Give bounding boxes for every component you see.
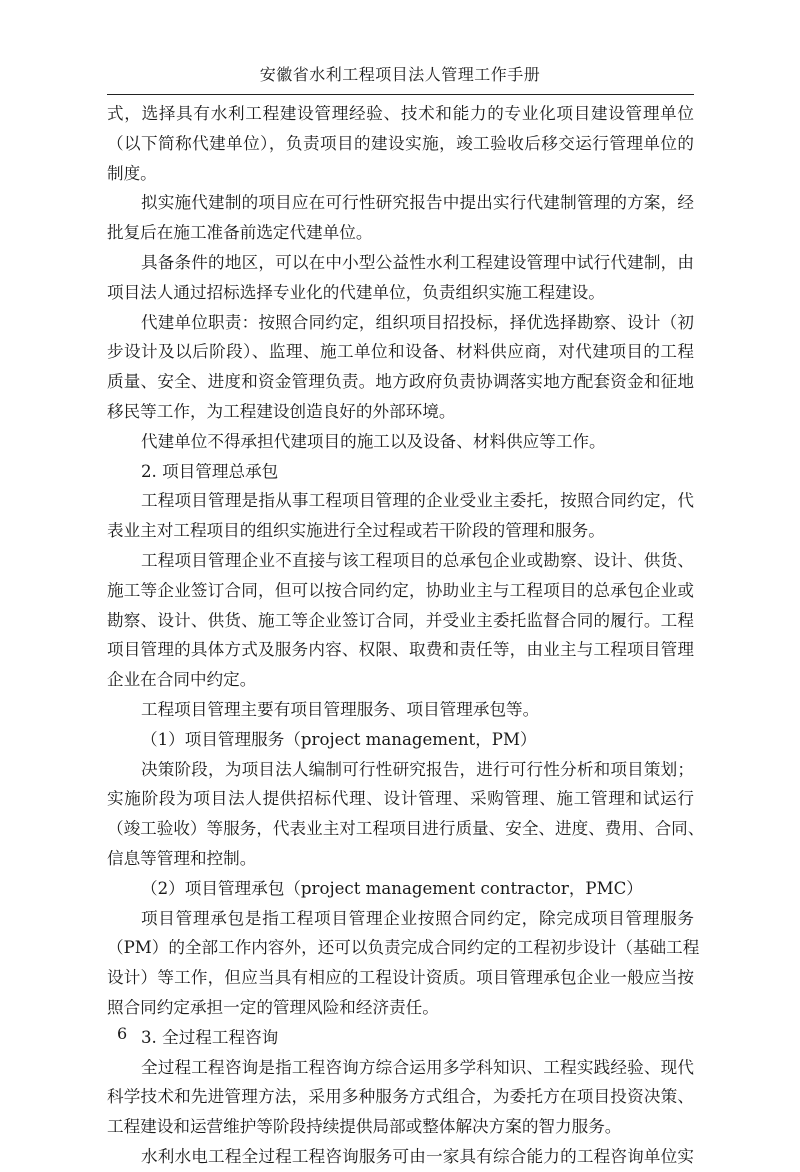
text-line: 代建单位不得承担代建项目的施工以及设备、材料供应等工作。 xyxy=(141,431,606,451)
text-line: 项目管理的具体方式及服务内容、权限、取费和责任等，由业主与工程项目管理 xyxy=(107,640,694,660)
header-divider xyxy=(107,94,694,95)
text-line: 步设计及以后阶段）、监理、施工单位和设备、材料供应商，对代建项目的工程 xyxy=(107,342,694,362)
section-heading: 2. 项目管理总承包 xyxy=(141,461,279,481)
text-line: 设计）等工作，但应当具有相应的工程设计资质。项目管理承包企业一般应当按 xyxy=(107,968,694,988)
text-line: 实施阶段为项目法人提供招标代理、设计管理、采购管理、施工管理和试运行 xyxy=(107,789,694,809)
text-line: 式，选择具有水利工程建设管理经验、技术和能力的专业化项目建设管理单位 xyxy=(107,104,694,123)
text-line: 照合同约定承担一定的管理风险和经济责任。 xyxy=(107,997,439,1017)
text-line: 科学技术和先进管理方法，采用多种服务方式组合，为委托方在项目投资决策、 xyxy=(107,1087,694,1107)
text-line: 代建单位职责：按照合同约定，组织项目招投标，择优选择勘察、设计（初 xyxy=(141,312,694,332)
text-line: 工程项目管理企业不直接与该工程项目的总承包企业或勘察、设计、供货、 xyxy=(141,550,694,570)
text-line: 水利水电工程全过程工程咨询服务可由一家具有综合能力的工程咨询单位实 xyxy=(141,1146,694,1166)
text-line: 移民等工作，为工程建设创造良好的外部环境。 xyxy=(107,401,456,421)
page-number: 6 xyxy=(117,1024,128,1043)
text-line: 工程项目管理是指从事工程项目管理的企业受业主委托，按照合同约定，代 xyxy=(141,491,694,511)
section-heading: 3. 全过程工程咨询 xyxy=(141,1027,279,1047)
text-line: 拟实施代建制的项目应在可行性研究报告中提出实行代建制管理的方案，经 xyxy=(141,193,694,213)
subsection-heading: （1）项目管理服务（project management，PM） xyxy=(141,729,537,749)
text-line: （以下简称代建单位），负责项目的建设实施，竣工验收后移交运行管理单位的 xyxy=(107,133,694,153)
text-line: （PM）的全部工作内容外，还可以负责完成合同约定的工程初步设计（基础工程 xyxy=(107,938,700,958)
text-line: 工程建设和运营维护等阶段持续提供局部或整体解决方案的智力服务。 xyxy=(107,1117,622,1137)
text-line: 表业主对工程项目的组织实施进行全过程或若干阶段的管理和服务。 xyxy=(107,521,605,541)
text-line: 全过程工程咨询是指工程咨询方综合运用多学科知识、工程实践经验、现代 xyxy=(141,1057,694,1077)
text-line: 批复后在施工准备前选定代建单位。 xyxy=(107,223,373,243)
text-line: 信息等管理和控制。 xyxy=(107,848,257,868)
text-line: 施工等企业签订合同，但可以按合同约定，协助业主与工程项目的总承包企业或 xyxy=(107,580,694,600)
text-line: 勘察、设计、供货、施工等企业签订合同，并受业主委托监督合同的履行。工程 xyxy=(107,610,694,630)
text-line: （竣工验收）等服务，代表业主对工程项目进行质量、安全、进度、费用、合同、 xyxy=(107,819,705,839)
text-line: 项目管理承包是指工程项目管理企业按照合同约定，除完成项目管理服务 xyxy=(141,908,694,928)
subsection-heading: （2）项目管理承包（project management contractor，PMC） xyxy=(141,878,643,898)
page-body xyxy=(107,99,705,1172)
text-line: 制度。 xyxy=(107,163,157,183)
text-line: 工程项目管理主要有项目管理服务、项目管理承包等。 xyxy=(141,699,540,719)
running-header: 安徽省水利工程项目法人管理工作手册 xyxy=(259,65,541,84)
text-line: 具备条件的地区，可以在中小型公益性水利工程建设管理中试行代建制，由 xyxy=(141,252,694,272)
text-line: 企业在合同中约定。 xyxy=(107,670,257,690)
text-line: 决策阶段，为项目法人编制可行性研究报告，进行可行性分析和项目策划； xyxy=(141,759,694,779)
text-line: 质量、安全、进度和资金管理负责。地方政府负责协调落实地方配套资金和征地 xyxy=(107,372,694,392)
text-line: 项目法人通过招标选择专业化的代建单位，负责组织实施工程建设。 xyxy=(107,282,605,302)
